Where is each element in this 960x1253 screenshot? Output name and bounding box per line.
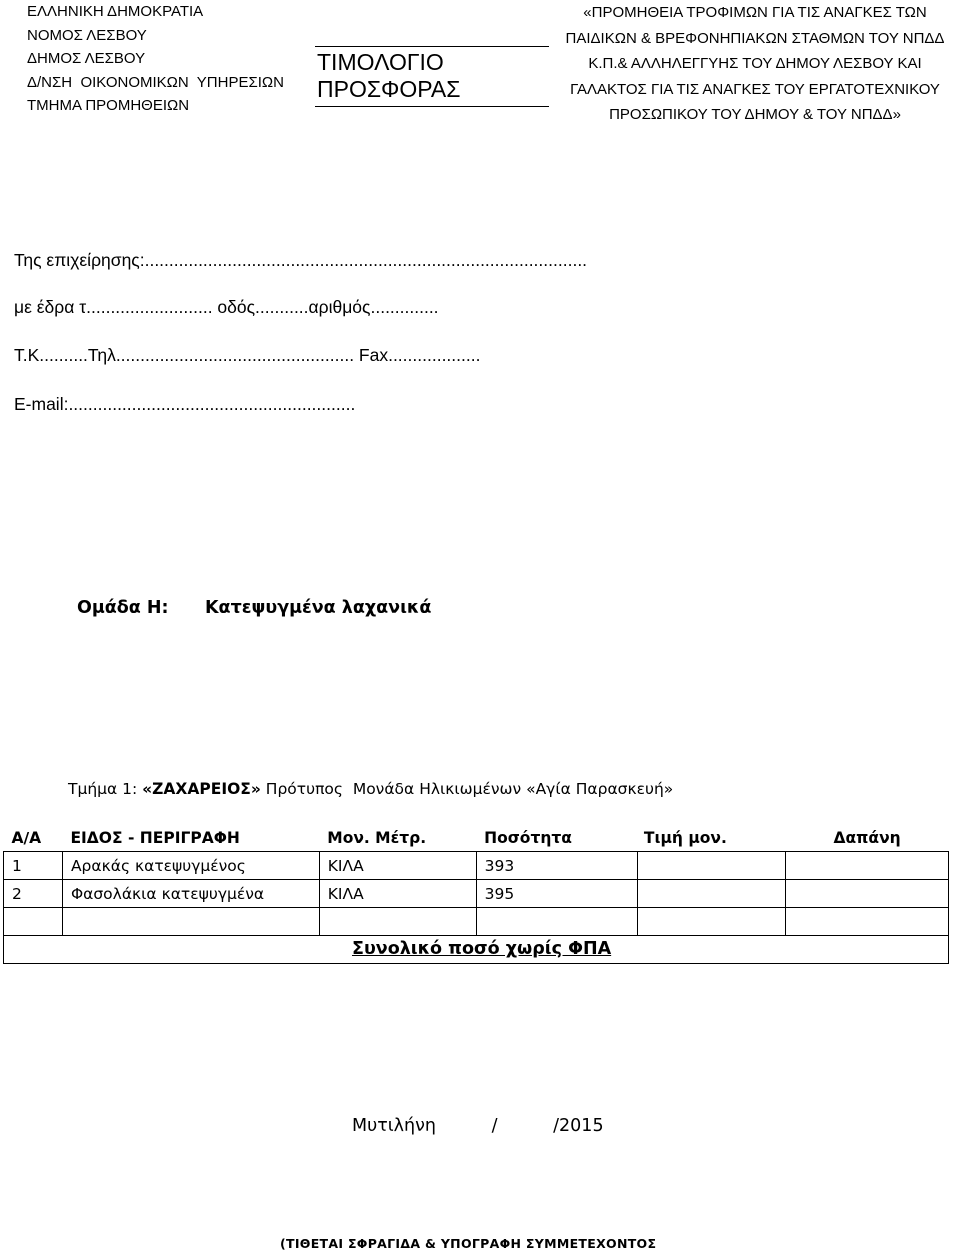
header-cost: Δαπάνη <box>833 829 901 847</box>
row-unit-price-cell[interactable] <box>638 880 786 908</box>
header-unit: Μον. Μέτρ. <box>327 829 427 847</box>
empty-price-cell[interactable] <box>638 908 786 936</box>
total-label: Συνολικό ποσό χωρίς ΦΠΑ <box>352 939 612 959</box>
address-field[interactable]: με έδρα τ.......................... οδός...........αριθμός.............. <box>14 297 439 317</box>
stamp-signature-note: (ΤΙΘΕΤΑΙ ΣΦΡΑΓΙΔΑ & ΥΠΟΓΡΑΦΗ ΣΥΜΜΕΤΕΧΟΝΤΟΣ <box>280 1236 657 1251</box>
table-header-row <box>4 825 949 852</box>
subject-line: ΓΑΛΑΚΤΟΣ ΓΙΑ ΤΙΣ ΑΝΑΓΚΕΣ ΤΟΥ ΕΡΓΑΤΟΤΕΧΝΙΚΟΥ <box>570 80 940 98</box>
row-description: Φασολάκια κατεψυγμένα <box>62 880 319 908</box>
row-cost-cell[interactable] <box>786 880 949 908</box>
section-title <box>68 780 673 798</box>
row-aa: 1 <box>4 852 63 880</box>
header-aa: Α/Α <box>11 829 42 847</box>
table-row <box>4 880 949 908</box>
table-row-empty <box>4 908 949 936</box>
section-name: «ΖΑΧΑΡΕΙΟΣ» <box>142 780 261 798</box>
header-unit-price: Τιμή μον. <box>643 829 727 847</box>
issuer-line: ΕΛΛΗΝΙΚΗ ΔΗΜΟΚΡΑΤΙΑ <box>27 3 204 20</box>
issuer-block <box>27 0 284 118</box>
title-line: ΤΙΜΟΛΟΓΙΟ <box>317 49 444 75</box>
subject-line: ΠΑΙΔΙΚΩΝ & ΒΡΕΦΟΝΗΠΙΑΚΩΝ ΣΤΑΘΜΩΝ ΤΟΥ ΝΠΔΔ <box>565 29 945 47</box>
empty-cost-cell[interactable] <box>786 908 949 936</box>
header-description: ΕΙΔΟΣ - ΠΕΡΙΓΡΑΦΗ <box>70 829 240 847</box>
company-field[interactable]: Της επιχείρησης:........................................................................................... <box>14 250 588 270</box>
issuer-line: ΝΟΜΟΣ ΛΕΣΒΟΥ <box>27 26 147 44</box>
document-title <box>315 46 549 107</box>
postal-phone-fax-field[interactable]: Τ.Κ..........Τηλ................................................. Fax................... <box>14 345 481 365</box>
issuer-line: ΔΗΜΟΣ ΛΕΣΒΟΥ <box>27 50 146 67</box>
group-value: Κατεψυγμένα λαχανικά <box>205 598 432 618</box>
row-quantity: 393 <box>476 852 638 880</box>
group-label: Ομάδα Η: <box>77 598 169 618</box>
empty-cell <box>476 908 638 936</box>
city-date: Μυτιλήνη / /2015 <box>352 1116 604 1136</box>
section-prefix: Τμήμα 1: <box>68 780 143 798</box>
subject-line: «ΠΡΟΜΗΘΕΙΑ ΤΡΟΦΙΜΩΝ ΓΙΑ ΤΙΣ ΑΝΑΓΚΕΣ ΤΩΝ <box>583 4 927 21</box>
row-unit-price-cell[interactable] <box>638 852 786 880</box>
issuer-line: ΤΜΗΜΑ ΠΡΟΜΗΘΕΙΩΝ <box>27 97 190 114</box>
table-row <box>4 852 949 880</box>
row-description: Αρακάς κατεψυγμένος <box>62 852 319 880</box>
subject-line: Κ.Π.& ΑΛΛΗΛΕΓΓΥΗΣ ΤΟΥ ΔΗΜΟΥ ΛΕΣΒΟΥ ΚΑΙ <box>588 55 922 72</box>
header-quantity: Ποσότητα <box>484 829 572 847</box>
row-aa: 2 <box>4 880 63 908</box>
row-unit: ΚΙΛΑ <box>319 880 476 908</box>
issuer-line: Δ/ΝΣΗ ΟΙΚΟΝΟΜΙΚΩΝ ΥΠΗΡΕΣΙΩΝ <box>27 73 284 91</box>
subject-line: ΠΡΟΣΩΠΙΚΟΥ ΤΟΥ ΔΗΜΟΥ & ΤΟΥ ΝΠΔΔ» <box>609 106 901 123</box>
empty-cell <box>4 908 63 936</box>
title-text <box>315 47 549 106</box>
section-suffix: Πρότυπος Μονάδα Ηλικιωμένων «Αγία Παρασκευή» <box>260 780 674 798</box>
title-bottom-rule <box>315 106 549 107</box>
row-quantity: 395 <box>476 880 638 908</box>
row-cost-cell[interactable] <box>786 852 949 880</box>
empty-cell <box>62 908 319 936</box>
row-unit: ΚΙΛΑ <box>319 852 476 880</box>
title-line: ΠΡΟΣΦΟΡΑΣ <box>317 76 461 102</box>
tender-subject <box>555 0 955 128</box>
empty-cell <box>319 908 476 936</box>
email-field[interactable]: E-mail:........................................................... <box>14 394 356 414</box>
